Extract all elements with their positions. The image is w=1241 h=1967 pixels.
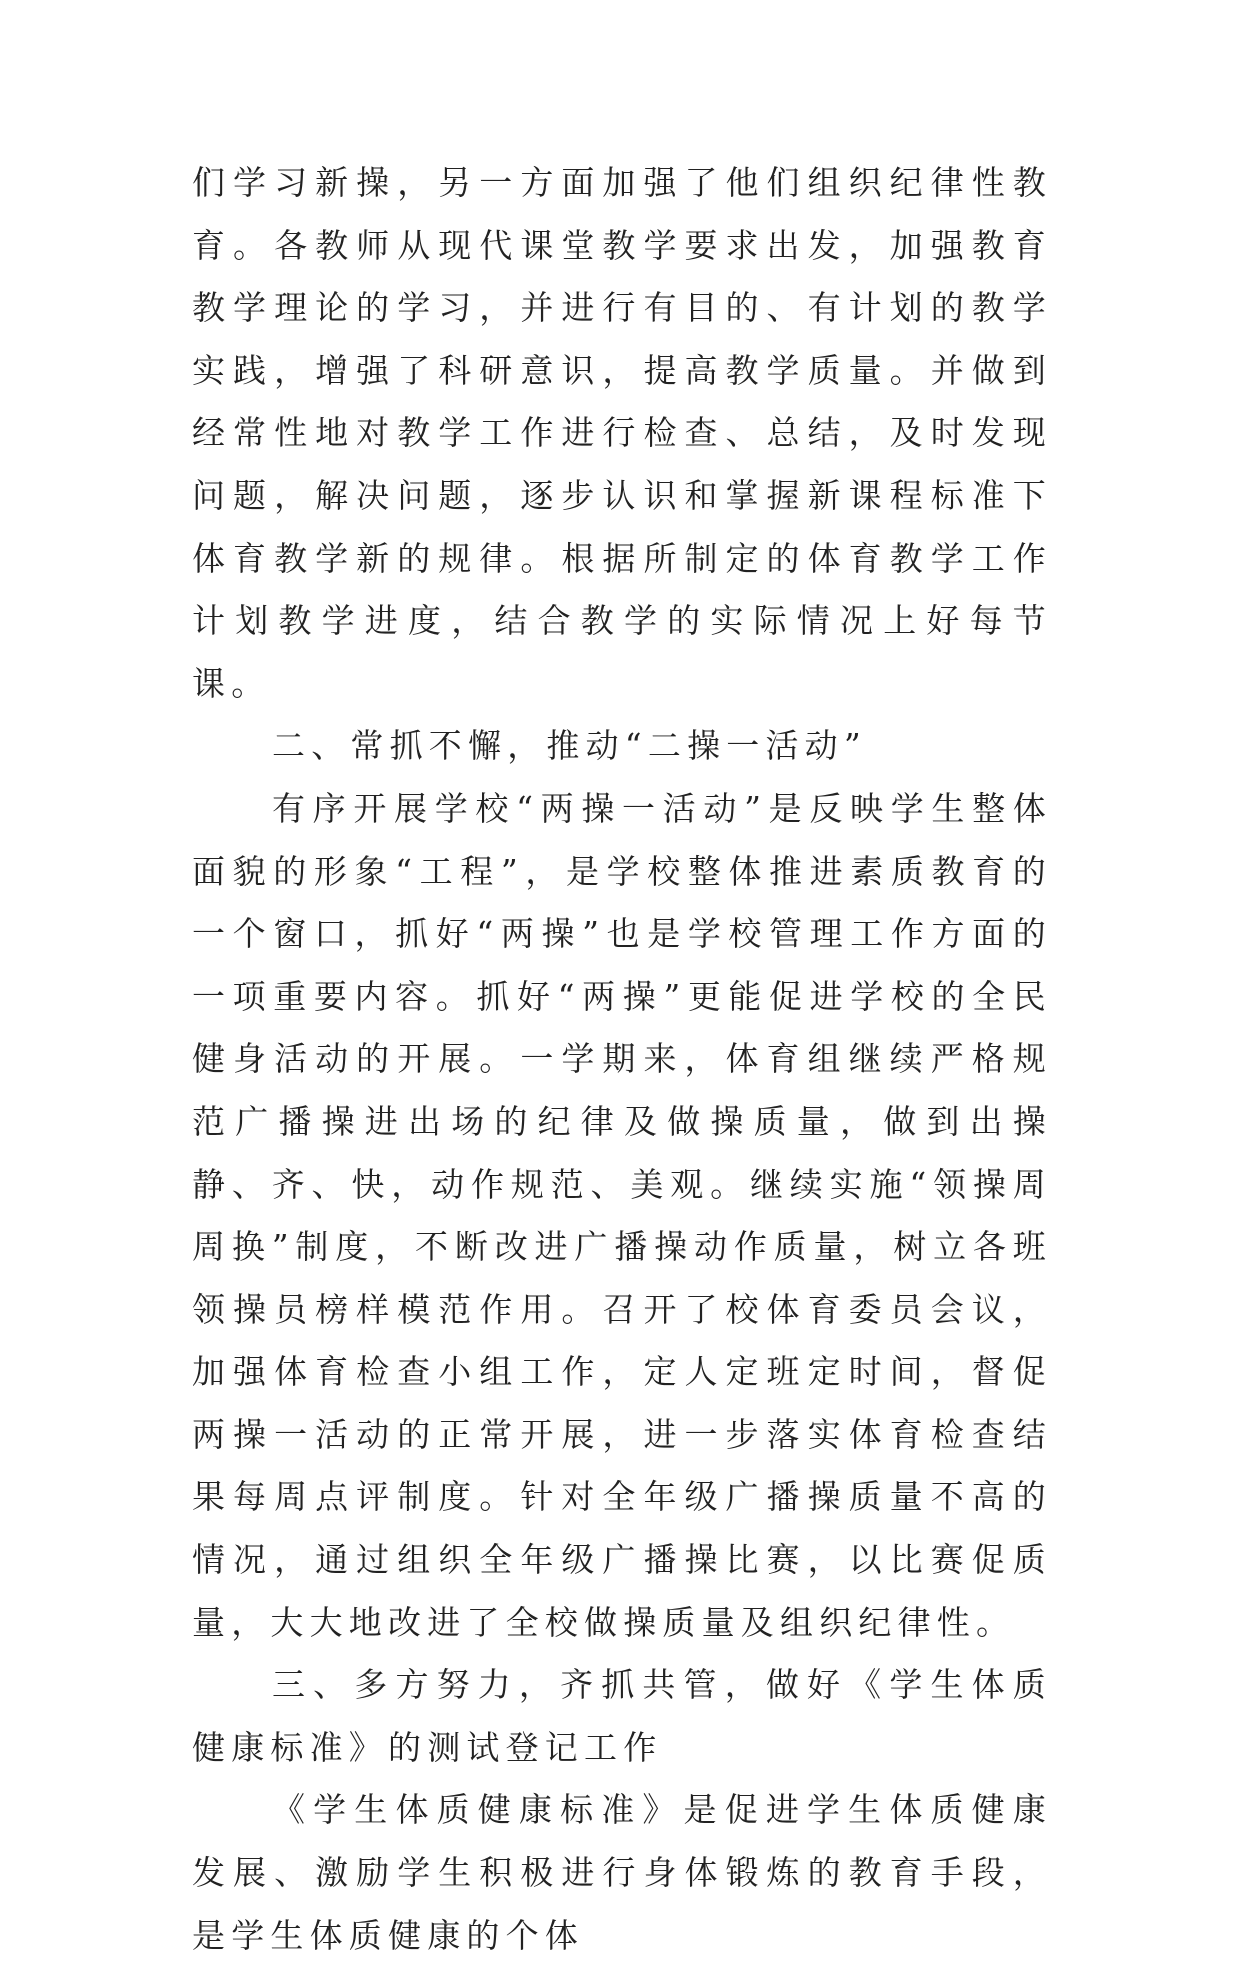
paragraph-teaching-practice: 们学习新操，另一方面加强了他们组织纪律性教育。各教师从现代课堂教学要求出发，加强教育教学理论的学习，并进行有目的、有计划的教学实践，增强了科研意识，提高教学质量。并做到经常性地对教学工作进行检查、总结，及时发现问题，解决问题，逐步认识和掌握新课程标准下体育教学新的规律。根据所制定的体育教学工作计划教学进度，结合教学的实际情况上好每节课。 xyxy=(192,163,1052,703)
paragraph-health-standard: 《学生体质健康标准》是促进学生体质健康发展、激励学生积极进行身体锻炼的教育手段，是学生体质健康的个体 xyxy=(192,1790,1052,1955)
heading-section-three: 三、多方努力，齐抓共管，做好《学生体质健康标准》的测试登记工作 xyxy=(192,1665,1052,1767)
paragraph-exercises-activity: 有序开展学校“两操一活动”是反映学生整体面貌的形象“工程”，是学校整体推进素质教育的一个窗口，抓好“两操”也是学校管理工作方面的一项重要内容。抓好“两操”更能促进学校的全民健身活动的开展。一学期来，体育组继续严格规范广播操进出场的纪律及做操质量，做到出操静、齐、快，动作规范、美观。继续实施“领操周周换”制度，不断改进广播操动作质量，树立各班领操员榜样模范作用。召开了校体育委员会议，加强体育检查小组工作，定人定班定时间，督促两操一活动的正常开展，进一步落实体育检查结果每周点评制度。针对全年级广播操质量不高的情况，通过组织全年级广播操比赛，以比赛促质量，大大地改进了全校做操质量及组织纪律性。 xyxy=(192,788,1052,1642)
document-body xyxy=(192,152,1052,1967)
heading-section-two: 二、常抓不懈，推动“二操一活动” xyxy=(272,726,867,766)
